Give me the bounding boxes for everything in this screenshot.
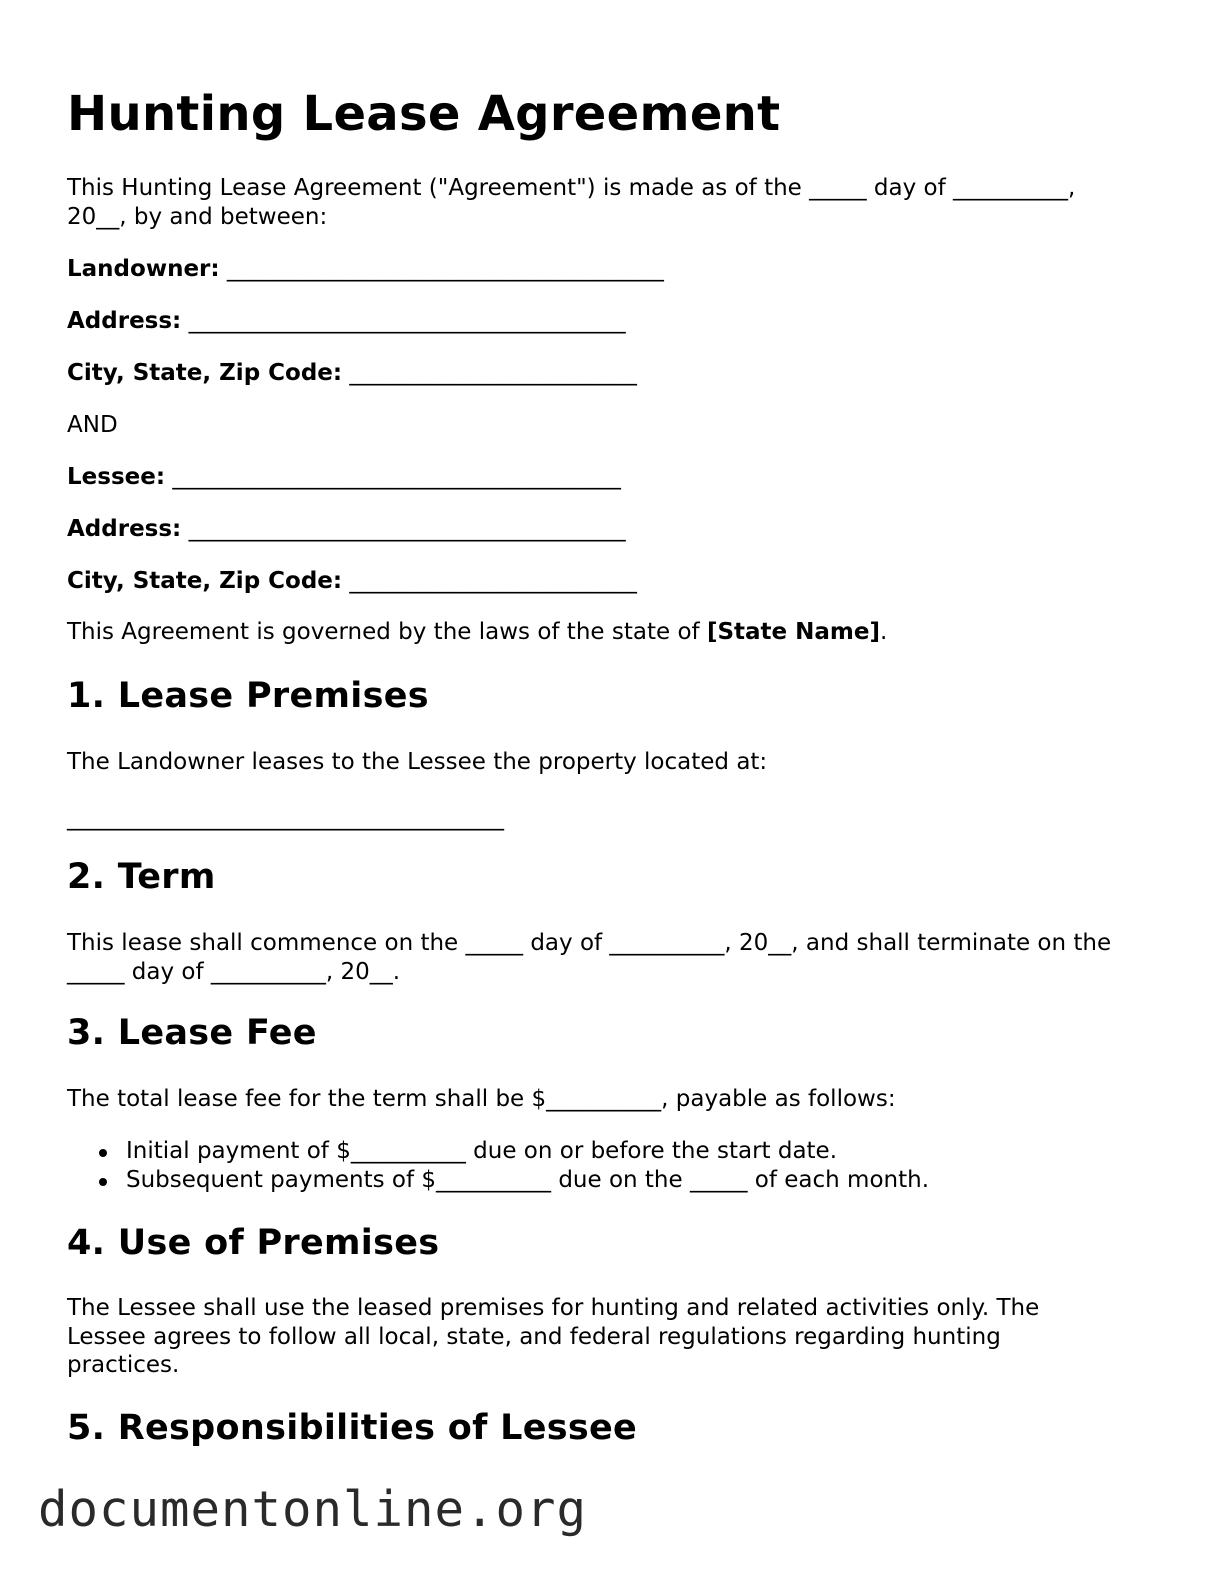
landowner-address-blank: ______________________________________ xyxy=(188,308,626,334)
premises-text: The Landowner leases to the Lessee the property located at: xyxy=(67,749,768,775)
use-line-1: The Lessee shall use the leased premises for hunting and related activities only. The xyxy=(67,1295,1040,1321)
landowner-name-field xyxy=(67,255,664,283)
section-heading-lease-fee: 3. Lease Fee xyxy=(67,1013,317,1053)
term-line-2: _____ day of __________, 20__. xyxy=(67,958,401,985)
intro-line-1: This Hunting Lease Agreement ("Agreement") is made as of the _____ day of __________, xyxy=(67,175,1076,201)
governing-law-state: [State Name] xyxy=(706,619,880,645)
site-watermark: documentonline.org xyxy=(38,1481,588,1538)
section-heading-use-of-premises: 4. Use of Premises xyxy=(67,1223,440,1263)
list-item: Subsequent payments of $__________ due on the _____ of each month. xyxy=(93,1166,929,1195)
fee-text: The total lease fee for the term shall be $__________, payable as follows: xyxy=(67,1086,896,1112)
use-paragraph xyxy=(67,1294,1167,1380)
landowner-city-blank: _________________________ xyxy=(349,360,637,386)
lessee-name-blank: _______________________________________ xyxy=(172,464,621,490)
term-line-1: This lease shall commence on the _____ day of __________, 20__, and shall terminate on the xyxy=(67,930,1112,956)
fee-payment-list xyxy=(93,1137,929,1194)
lessee-city-field xyxy=(67,567,637,595)
landowner-name-blank: ______________________________________ xyxy=(226,256,664,282)
governing-law-suffix: . xyxy=(879,619,888,645)
lessee-address-field xyxy=(67,515,626,543)
lessee-name-label: Lessee: xyxy=(67,464,166,490)
use-line-3: practices. xyxy=(67,1352,180,1378)
landowner-city-label: City, State, Zip Code: xyxy=(67,360,343,386)
premises-address-blank: ______________________________________ xyxy=(67,805,504,831)
landowner-name-label: Landowner: xyxy=(67,256,220,282)
intro-paragraph xyxy=(67,174,1167,231)
section-heading-lease-premises: 1. Lease Premises xyxy=(67,676,429,716)
landowner-address-field xyxy=(67,307,626,335)
lessee-name-field xyxy=(67,463,621,491)
governing-law-prefix: This Agreement is governed by the laws of the state of xyxy=(67,619,707,645)
lessee-city-label: City, State, Zip Code: xyxy=(67,568,343,594)
and-separator: AND xyxy=(67,412,118,438)
section-heading-responsibilities: 5. Responsibilities of Lessee xyxy=(67,1408,638,1448)
use-line-2: Lessee agrees to follow all local, state, and federal regulations regarding hunting xyxy=(67,1323,1001,1350)
lessee-city-blank: _________________________ xyxy=(349,568,637,594)
document-title: Hunting Lease Agreement xyxy=(67,86,781,142)
landowner-address-label: Address: xyxy=(67,308,182,334)
lessee-address-label: Address: xyxy=(67,516,182,542)
term-paragraph xyxy=(67,929,1167,986)
list-item: Initial payment of $__________ due on or before the start date. xyxy=(93,1137,929,1166)
section-heading-term: 2. Term xyxy=(67,857,216,897)
lessee-address-blank: ______________________________________ xyxy=(188,516,626,542)
landowner-city-field xyxy=(67,359,637,387)
intro-line-2: 20__, by and between: xyxy=(67,203,328,230)
governing-law-paragraph xyxy=(67,618,887,646)
